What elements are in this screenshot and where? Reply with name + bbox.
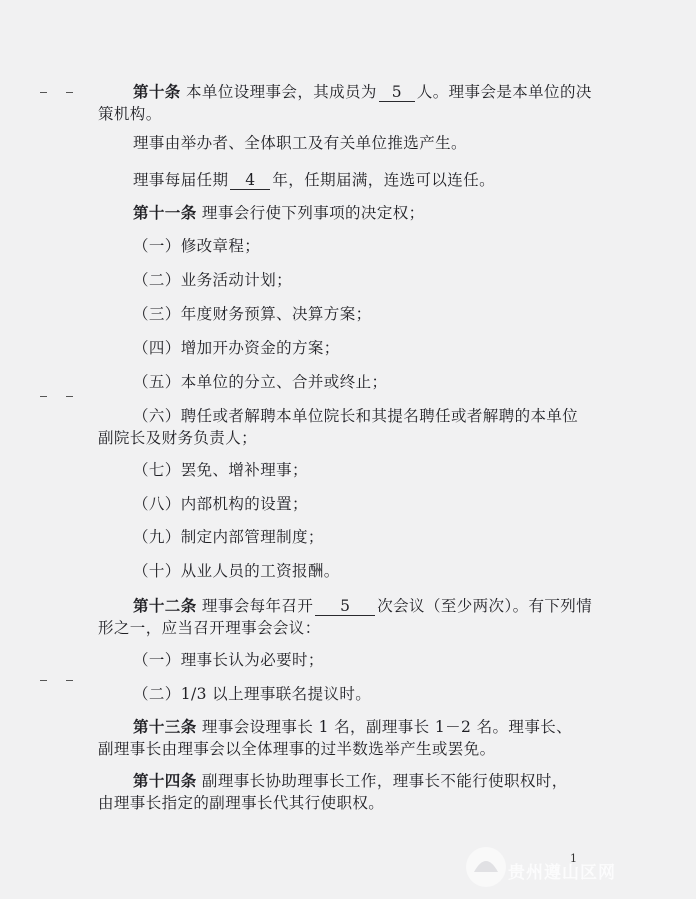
- article-number: 第十一条: [133, 203, 197, 222]
- text-line: [133, 338, 340, 358]
- text-segment: 形之一，应当召开理事会会议：: [98, 619, 321, 637]
- text-line: [133, 270, 292, 290]
- text-line: [133, 133, 467, 153]
- margin-mark: [40, 92, 47, 93]
- text-segment: （五）本单位的分立、合并或终止；: [133, 373, 388, 391]
- text-line: [133, 406, 578, 426]
- margin-mark: [66, 92, 73, 93]
- text-segment: 年，任期届满，连选可以连任。: [272, 171, 496, 189]
- text-segment: 策机构。: [98, 105, 162, 123]
- text-segment: 理事会设理事长 1 名，副理事长 1－2 名。理事长、: [196, 718, 573, 736]
- text-segment: （二）业务活动计划；: [133, 271, 293, 289]
- text-segment: 副理事长协助理事长工作，理事长不能行使职权时，: [196, 772, 568, 790]
- text-line: [133, 460, 308, 480]
- article-number: 第十三条: [133, 717, 197, 736]
- text-segment: （二）1/3 以上理事联名提议时。: [133, 685, 372, 703]
- article-number: 第十二条: [133, 596, 197, 615]
- text-segment: 副理事长由理事会以全体理事的过半数选举产生或罢免。: [98, 740, 496, 758]
- text-segment: 理事由举办者、全体职工及有关单位推选产生。: [133, 134, 467, 152]
- text-segment: （九）制定内部管理制度；: [133, 528, 324, 546]
- text-segment: 理事会行使下列事项的决定权；: [196, 204, 425, 222]
- text-segment: 理事会每年召开: [196, 597, 314, 615]
- text-segment: （八）内部机构的设置；: [133, 495, 308, 513]
- text-segment: 人。理事会是本单位的决: [416, 83, 592, 101]
- text-line: [133, 771, 568, 791]
- fill-in-blank: 4: [230, 172, 270, 190]
- text-line: [98, 428, 257, 448]
- article-number: 第十四条: [133, 771, 197, 790]
- text-segment: 由理事长指定的副理事长代其行使职权。: [98, 794, 385, 812]
- text-line: [133, 717, 572, 737]
- text-segment: 理事每届任期: [133, 171, 229, 189]
- text-line: [98, 618, 321, 638]
- text-line: [98, 739, 496, 759]
- text-line: [133, 304, 372, 324]
- text-line: [133, 494, 308, 514]
- text-segment: （十）从业人员的工资报酬。: [133, 562, 340, 580]
- margin-mark: [66, 680, 73, 681]
- fill-in-blank: 5: [315, 598, 375, 616]
- text-segment: （七）罢免、增补理事；: [133, 461, 308, 479]
- text-segment: （一）修改章程；: [133, 237, 261, 255]
- text-segment: 次会议（至少两次）。有下列情: [377, 597, 593, 615]
- margin-mark: [40, 680, 47, 681]
- text-segment: （六）聘任或者解聘本单位院长和其提名聘任或者解聘的本单位: [133, 407, 579, 425]
- text-segment: 副院长及财务负责人；: [98, 429, 258, 447]
- text-line: [133, 372, 387, 392]
- text-segment: （三）年度财务预算、决算方案；: [133, 305, 372, 323]
- text-line: [133, 596, 592, 616]
- text-segment: 本单位设理事会，其成员为: [180, 83, 377, 101]
- page-number: 1: [570, 852, 577, 865]
- text-line: [133, 82, 592, 102]
- text-segment: （四）增加开办资金的方案；: [133, 339, 340, 357]
- margin-mark: [66, 396, 73, 397]
- text-line: [133, 236, 260, 256]
- watermark-text: 贵州遵山区网: [508, 863, 616, 883]
- text-line: [98, 793, 384, 813]
- margin-mark: [40, 396, 47, 397]
- text-line: [133, 203, 425, 223]
- text-line: [133, 561, 340, 581]
- text-line: [133, 650, 324, 670]
- text-line: [133, 684, 371, 704]
- text-segment: （一）理事长认为必要时；: [133, 651, 324, 669]
- fill-in-blank: 5: [379, 84, 415, 102]
- article-number: 第十条: [133, 82, 181, 101]
- text-line: [133, 527, 324, 547]
- text-line: [98, 104, 162, 124]
- text-line: [133, 170, 495, 190]
